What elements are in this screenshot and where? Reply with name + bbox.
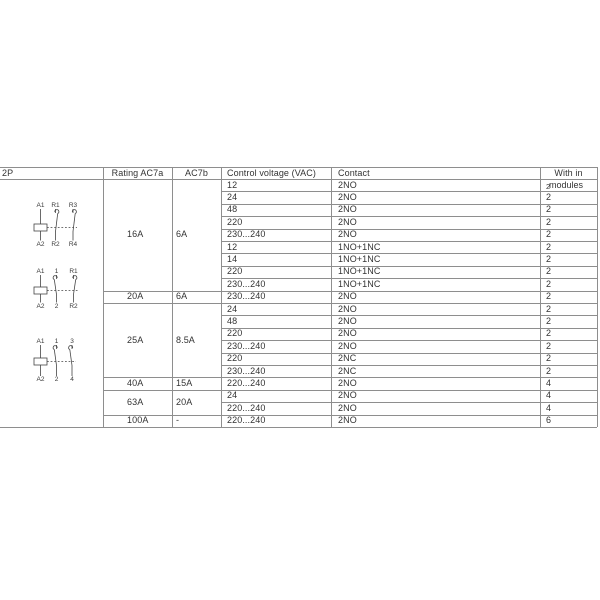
cell-control-voltage: 220...240 bbox=[227, 415, 266, 426]
column-header-control-voltage: Control voltage (VAC) bbox=[227, 167, 316, 178]
cell-modules: 2 bbox=[546, 254, 552, 265]
cell-control-voltage: 24 bbox=[227, 192, 238, 203]
svg-text:R2: R2 bbox=[69, 303, 78, 310]
cell-contact: 2NC bbox=[338, 353, 357, 364]
cell-modules: 4 bbox=[546, 378, 552, 389]
cell-contact: 2NO bbox=[338, 179, 357, 190]
cell-ac7b: 6A bbox=[176, 291, 188, 302]
cell-modules: 4 bbox=[546, 402, 552, 413]
cell-control-voltage: 24 bbox=[227, 303, 238, 314]
svg-text:A1: A1 bbox=[36, 268, 45, 275]
cell-control-voltage: 12 bbox=[227, 241, 238, 252]
cell-modules: 2 bbox=[546, 241, 552, 252]
cell-control-voltage: 48 bbox=[227, 204, 238, 215]
cell-contact: 2NO bbox=[338, 204, 357, 215]
cell-contact: 2NO bbox=[338, 216, 357, 227]
cell-control-voltage: 24 bbox=[227, 390, 238, 401]
cell-modules: 2 bbox=[546, 365, 552, 376]
cell-rating-ac7a: 100A bbox=[127, 415, 149, 426]
cell-modules: 2 bbox=[546, 316, 552, 327]
svg-text:R1: R1 bbox=[69, 268, 78, 275]
svg-text:A2: A2 bbox=[36, 376, 45, 383]
cell-contact: 2NO bbox=[338, 378, 357, 389]
cell-control-voltage: 220 bbox=[227, 328, 243, 339]
cell-modules: 2 bbox=[546, 192, 552, 203]
cell-modules: 2 bbox=[546, 182, 551, 191]
cell-modules: 4 bbox=[546, 390, 552, 401]
cell-contact: 1NO+1NC bbox=[338, 266, 381, 277]
cell-ac7b: 6A bbox=[176, 229, 188, 240]
cell-contact: 2NC bbox=[338, 365, 357, 376]
cell-ac7b: - bbox=[176, 415, 180, 426]
svg-text:1: 1 bbox=[54, 268, 59, 275]
table-border-line bbox=[0, 167, 597, 168]
cell-control-voltage: 14 bbox=[227, 254, 238, 265]
svg-text:A1: A1 bbox=[36, 202, 45, 209]
cell-contact: 1NO+1NC bbox=[338, 278, 381, 289]
column-header-with-in: With in bbox=[554, 167, 583, 178]
column-header-modules-overflow: modules bbox=[549, 180, 584, 190]
cell-control-voltage: 230...240 bbox=[227, 340, 266, 351]
cell-control-voltage: 230...240 bbox=[227, 278, 266, 289]
cell-contact: 2NO bbox=[338, 328, 357, 339]
svg-text:R1: R1 bbox=[51, 202, 60, 209]
column-header-rating-ac7a: Rating AC7a bbox=[111, 167, 164, 178]
cell-control-voltage: 230...240 bbox=[227, 291, 266, 302]
cell-control-voltage: 48 bbox=[227, 316, 238, 327]
cell-contact: 2NO bbox=[338, 402, 357, 413]
cell-modules: 2 bbox=[546, 328, 552, 339]
cell-modules: 2 bbox=[546, 229, 552, 240]
column-header-2p: 2P bbox=[2, 167, 14, 178]
cell-rating-ac7a: 63A bbox=[127, 396, 144, 407]
cell-ac7b: 8.5A bbox=[176, 334, 195, 345]
cell-contact: 2NO bbox=[338, 390, 357, 401]
svg-text:A2: A2 bbox=[36, 241, 45, 248]
cell-control-voltage: 220...240 bbox=[227, 378, 266, 389]
cell-modules: 2 bbox=[546, 216, 552, 227]
cell-contact: 2NO bbox=[338, 229, 357, 240]
cell-control-voltage: 220...240 bbox=[227, 402, 266, 413]
svg-text:1: 1 bbox=[54, 338, 59, 345]
cell-rating-ac7a: 25A bbox=[127, 334, 144, 345]
cell-control-voltage: 230...240 bbox=[227, 365, 266, 376]
cell-modules: 2 bbox=[546, 291, 552, 302]
cell-control-voltage: 220 bbox=[227, 353, 243, 364]
cell-contact: 2NO bbox=[338, 316, 357, 327]
cell-modules: 2 bbox=[546, 278, 552, 289]
cell-contact: 2NO bbox=[338, 415, 357, 426]
svg-text:3: 3 bbox=[70, 338, 74, 345]
svg-text:A1: A1 bbox=[36, 338, 45, 345]
cell-rating-ac7a: 20A bbox=[127, 291, 144, 302]
column-header-ac7b: AC7b bbox=[185, 167, 208, 178]
cell-control-voltage: 12 bbox=[227, 179, 238, 190]
cell-contact: 2NO bbox=[338, 340, 357, 351]
cell-ac7b: 20A bbox=[176, 396, 193, 407]
cell-modules: 6 bbox=[546, 415, 552, 426]
cell-ac7b: 15A bbox=[176, 378, 193, 389]
table-border-line bbox=[0, 427, 597, 428]
cell-contact: 2NO bbox=[338, 303, 357, 314]
cell-contact: 1NO+1NC bbox=[338, 254, 381, 265]
cell-rating-ac7a: 16A bbox=[127, 229, 144, 240]
svg-text:4: 4 bbox=[70, 376, 74, 383]
svg-text:R3: R3 bbox=[68, 202, 78, 209]
coil-with-two-r-contacts-diagram bbox=[30, 198, 105, 256]
svg-text:R4: R4 bbox=[68, 241, 78, 248]
cell-rating-ac7a: 40A bbox=[127, 378, 144, 389]
cell-modules: 2 bbox=[546, 303, 552, 314]
cell-contact: 2NO bbox=[338, 291, 357, 302]
svg-text:2: 2 bbox=[54, 376, 59, 383]
cell-control-voltage: 220 bbox=[227, 266, 243, 277]
cell-modules: 2 bbox=[546, 204, 552, 215]
cell-contact: 1NO+1NC bbox=[338, 241, 381, 252]
column-header-contact: Contact bbox=[338, 167, 370, 178]
coil-with-two-no-contacts-diagram bbox=[30, 334, 105, 388]
cell-modules: 2 bbox=[546, 353, 552, 364]
cell-modules: 2 bbox=[546, 266, 552, 277]
svg-text:R2: R2 bbox=[51, 241, 60, 248]
cell-contact: 2NO bbox=[338, 192, 357, 203]
cell-control-voltage: 220 bbox=[227, 216, 243, 227]
coil-with-no-and-r-contact-diagram bbox=[30, 264, 105, 314]
svg-text:2: 2 bbox=[54, 303, 59, 310]
cell-modules: 2 bbox=[546, 340, 552, 351]
svg-text:A2: A2 bbox=[36, 303, 45, 310]
cell-control-voltage: 230...240 bbox=[227, 229, 266, 240]
